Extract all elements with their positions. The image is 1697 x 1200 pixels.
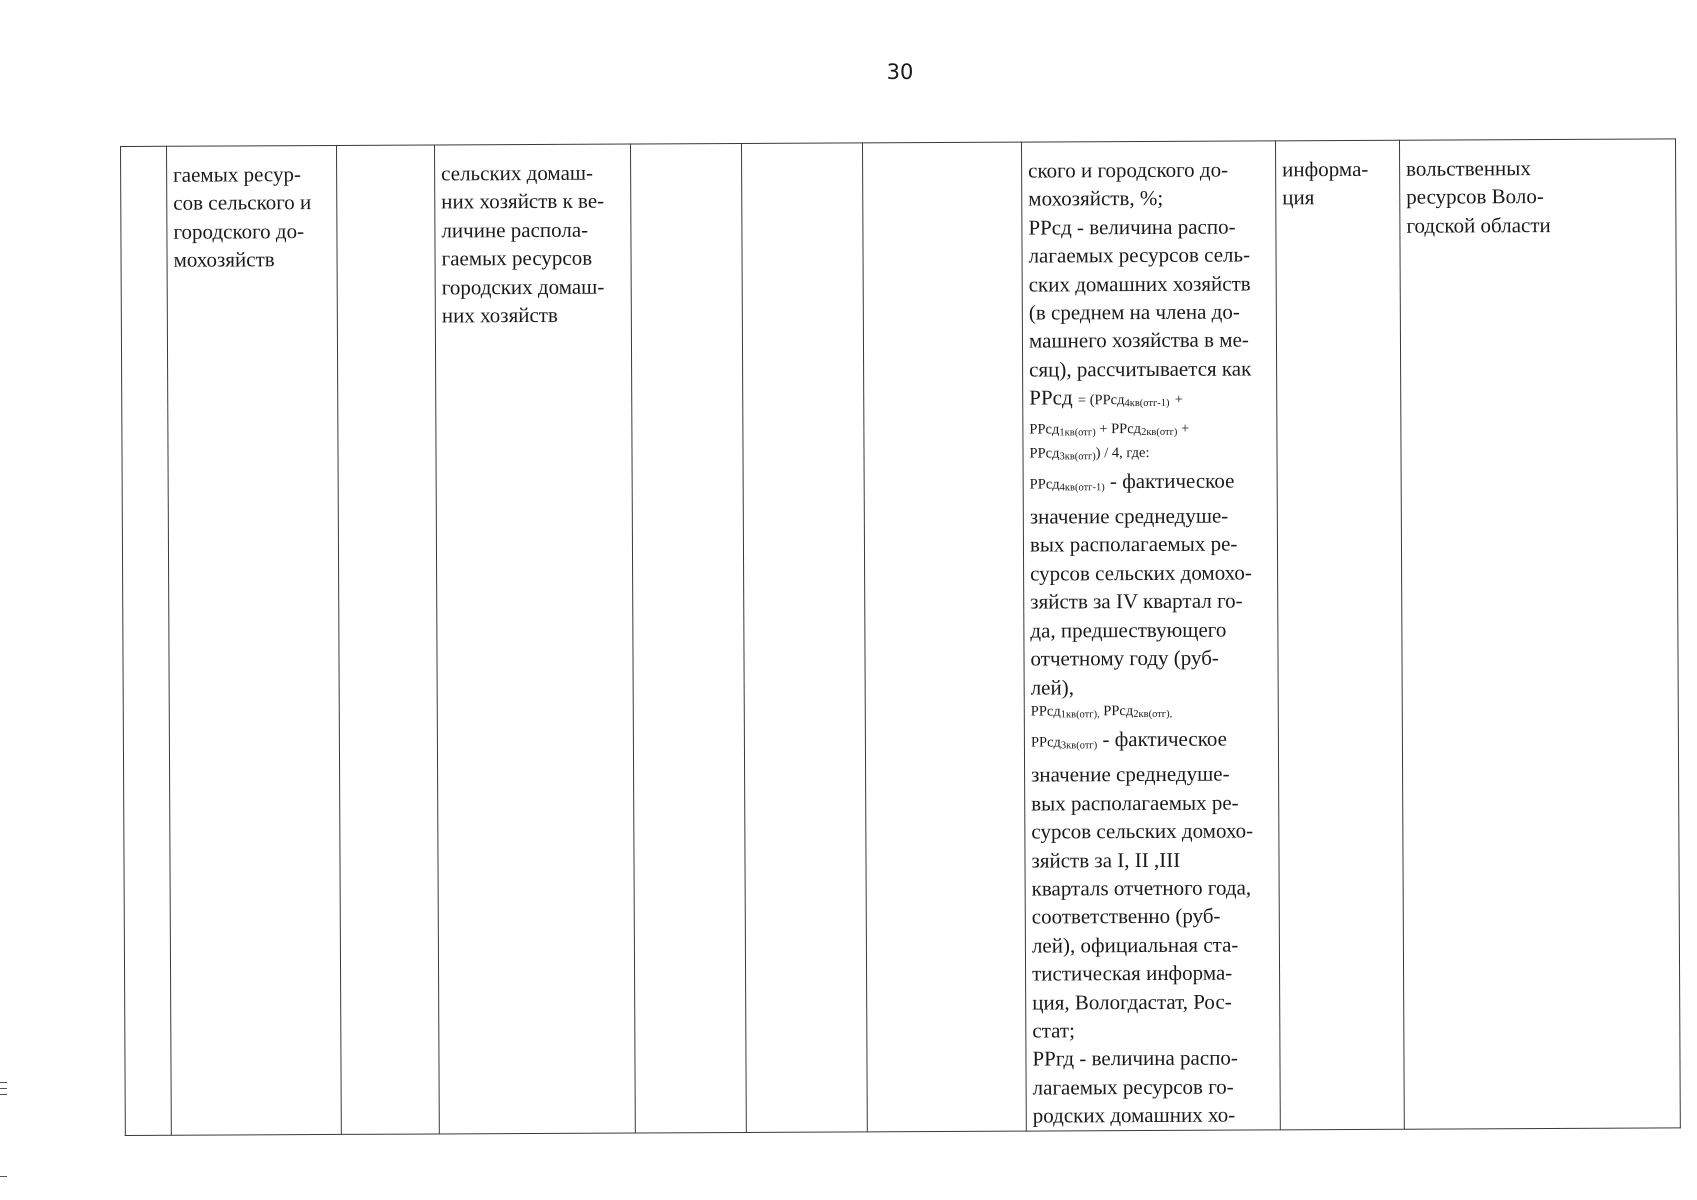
- text-line: вольственных: [1406, 156, 1531, 181]
- formula-line-2: РРсд$_{1кв(отг)}$ + РРсд$_{2кв(отг)}$ +: [1029, 420, 1190, 439]
- cell-number: [121, 146, 172, 1135]
- text-line: мохозяйств, %;: [1028, 186, 1164, 211]
- cell-empty-6: [741, 143, 867, 1132]
- text-line: значение среднедуше-: [1029, 503, 1229, 529]
- text-line: вых располагаемых ре-: [1029, 532, 1238, 558]
- cell-empty-7: [862, 142, 1026, 1131]
- margin-mark: [0, 1094, 7, 1095]
- formula-line-1: РРсд = (РРсд$_{4кв(отг-1)}$ +: [1029, 385, 1183, 410]
- cell-responsible: [1399, 139, 1680, 1129]
- cell-definition: [434, 144, 635, 1134]
- text-line: городских домаш-: [441, 274, 605, 300]
- text-line: ресурсов Воло-: [1406, 184, 1544, 210]
- text-line: лей), официальная ста-: [1031, 932, 1239, 958]
- cell-empty-5: [630, 143, 746, 1132]
- text-line: них хозяйств: [441, 302, 558, 328]
- text-line: тистическая информа-: [1031, 960, 1233, 986]
- text-line: кварталs отчетного года,: [1031, 875, 1252, 901]
- margin-mark: [0, 1082, 7, 1083]
- cell-source: [1275, 140, 1404, 1129]
- text-line: РРгд - величина распо-: [1032, 1045, 1238, 1071]
- text-line: мохозяйств: [173, 247, 275, 272]
- text-line: зяйств за I, II ,III: [1031, 847, 1181, 873]
- text-line: ция: [1282, 185, 1315, 210]
- text-line: РРсд - величина распо-: [1028, 214, 1236, 240]
- text-line: отчетному году (руб-: [1030, 645, 1219, 671]
- cell-indicator-name: [167, 145, 342, 1134]
- indicator-table: [120, 138, 1681, 1135]
- text-line: лей),: [1030, 674, 1075, 700]
- formula-line-3: РРсд$_{3кв(отг)}$) / 4, где:: [1029, 444, 1150, 463]
- cell-calculation-method: [1021, 141, 1280, 1131]
- text-line: (в среднем на члена до-: [1028, 299, 1240, 325]
- text-line: вых располагаемых ре-: [1031, 790, 1239, 816]
- table-row: [121, 139, 1681, 1135]
- text-line: сяц), рассчитывается как: [1029, 356, 1252, 382]
- text-line: ция, Вологдастат, Рос-: [1032, 989, 1232, 1015]
- text-line: стат;: [1032, 1018, 1075, 1043]
- text-line: сов сельского и: [173, 190, 312, 216]
- text-line: родских домашних хо-: [1032, 1102, 1236, 1128]
- text-line: лагаемых ресурсов го-: [1032, 1074, 1234, 1100]
- text-line: зяйств за IV квартал го-: [1030, 588, 1243, 614]
- text-line: ских домашних хозяйств: [1028, 271, 1251, 297]
- text-line: лагаемых ресурсов сель-: [1028, 242, 1251, 268]
- text-line: гаемых ресурсов: [441, 245, 593, 271]
- text-line: годской области: [1406, 212, 1551, 238]
- text-line: информа-: [1282, 156, 1369, 182]
- text-line: машнего хозяйства в ме-: [1028, 327, 1249, 353]
- text-line: городского до-: [173, 218, 305, 244]
- text-line: гаемых ресур-: [173, 162, 301, 187]
- text-line: значение среднедуше-: [1031, 761, 1230, 787]
- text-line: ского и городского до-: [1028, 157, 1229, 183]
- definition-line-3: РРсд$_{3кв(отг)}$ - фактическое: [1030, 726, 1227, 752]
- definition-line-1: РРсд$_{4кв(отг-1)}$ - фактическое: [1029, 468, 1235, 494]
- text-line: сурсов сельских домохо-: [1030, 560, 1252, 586]
- margin-mark: [0, 1176, 7, 1177]
- text-line: них хозяйств к ве-: [441, 189, 605, 214]
- text-line: да, предшествующего: [1030, 617, 1227, 643]
- cell-unit: [336, 145, 439, 1134]
- text-line: сурсов сельских домохо-: [1031, 818, 1254, 844]
- text-line: личине распола-: [441, 217, 589, 243]
- page-number: 30: [886, 60, 914, 84]
- text-line: сельских домаш-: [441, 160, 594, 186]
- margin-mark: [0, 1088, 7, 1089]
- definition-line-2: РРсд$_{1кв(отг),}$ РРсд$_{2кв(отг),}$: [1030, 702, 1173, 721]
- text-line: соответственно (руб-: [1031, 903, 1221, 929]
